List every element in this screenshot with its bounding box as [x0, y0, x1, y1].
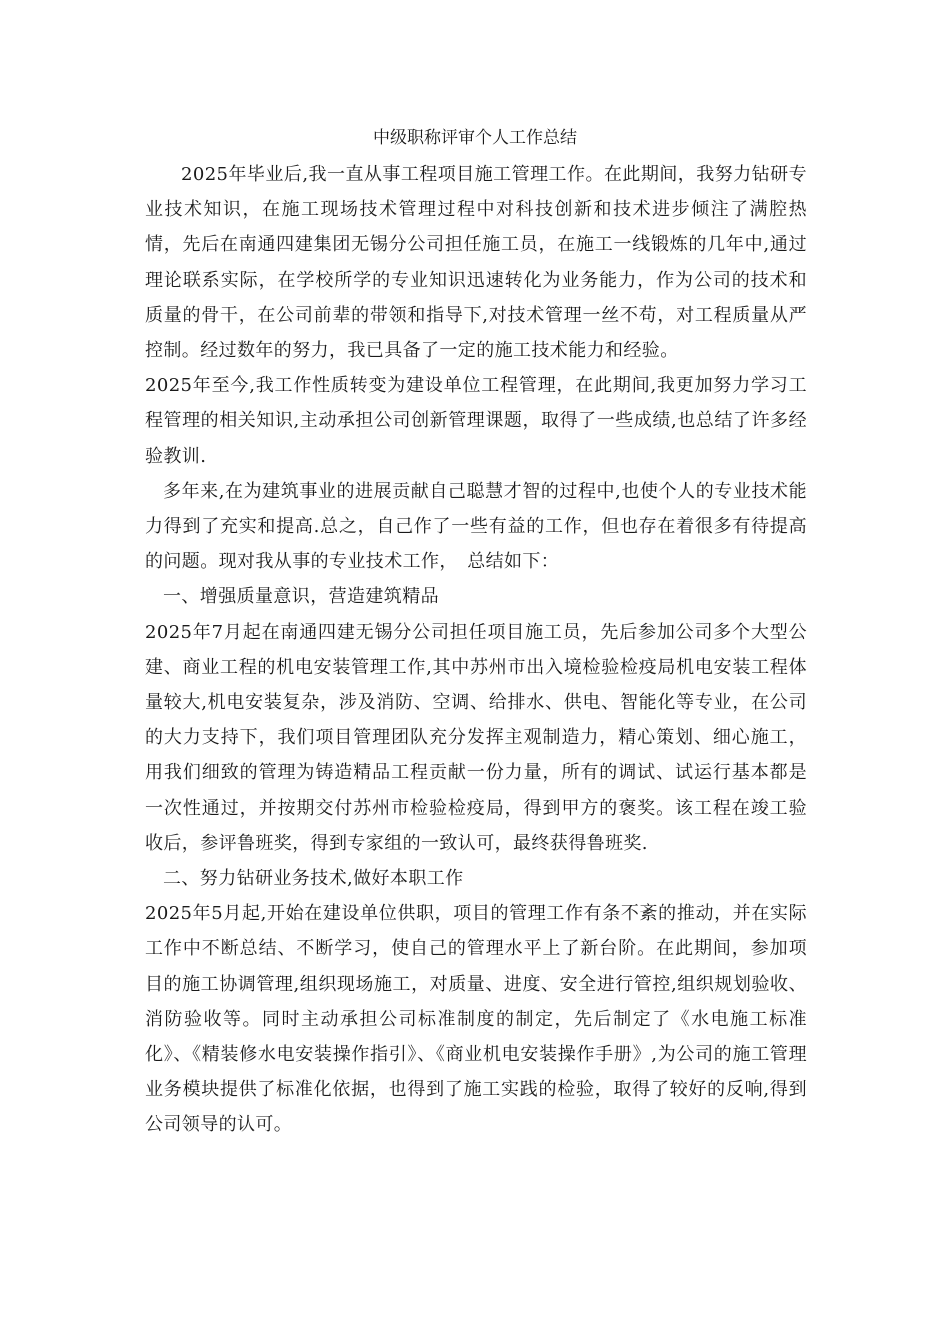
document-title: 中级职称评审个人工作总结	[373, 128, 577, 148]
document-body	[145, 157, 807, 1143]
paragraph-section-2: 2025年5月起,开始在建设单位供职，项目的管理工作有条不紊的推动，并在实际工作中不断总结、不断学习，使自己的管理水平上了新台阶。在此期间，参加项目的施工协调管理,组织现场施工，对质量、进度、安全进行管控,组织规划验收、消防验收等。同时主动承担公司标准制度的制定，先后制定了《水电施工标准化》、《精装修水电安装操作指引》、《商业机电安装操作手册》,为公司的施工管理业务模块提供了标准化依据，也得到了施工实践的检验，取得了较好的反响,得到公司领导的认可。	[145, 903, 807, 1136]
section-heading-1: 一、增强质量意识，营造建筑精品	[163, 586, 439, 608]
paragraph-intro: 2025年毕业后,我一直从事工程项目施工管理工作。在此期间，我努力钻研专业技术知识，在施工现场技术管理过程中对科技创新和技术进步倾注了满腔热情，先后在南通四建集团无锡分公司担任施工员，在施工一线锻炼的几年中,通过理论联系实际，在学校所学的专业知识迅速转化为业务能力，作为公司的技术和质量的骨干，在公司前辈的带领和指导下,对技术管理一丝不苟，对工程质量从严控制。经过数年的努力，我已具备了一定的施工技术能力和经验。	[145, 164, 807, 362]
paragraph-section-1: 2025年7月起在南通四建无锡分公司担任项目施工员，先后参加公司多个大型公建、商业工程的机电安装管理工作,其中苏州市出入境检验检疫局机电安装工程体量较大,机电安装复杂，涉及消防、空调、给排水、供电、智能化等专业，在公司的大力支持下，我们项目管理团队充分发挥主观制造力，精心策划、细心施工，用我们细致的管理为铸造精品工程贡献一份力量，所有的调试、试运行基本都是一次性通过，并按期交付苏州市检验检疫局，得到甲方的褒奖。该工程在竣工验收后，参评鲁班奖，得到专家组的一致认可，最终获得鲁班奖.	[145, 621, 807, 854]
section-heading-2: 二、努力钻研业务技术,做好本职工作	[163, 868, 464, 890]
paragraph-current-role: 2025年至今,我工作性质转变为建设单位工程管理，在此期间,我更加努力学习工程管理的相关知识,主动承担公司创新管理课题，取得了一些成绩,也总结了许多经验教训.	[145, 375, 807, 467]
paragraph-overview: 多年来,在为建筑事业的进展贡献自己聪慧才智的过程中,也使个人的专业技术能力得到了充实和提高.总之，自己作了一些有益的工作，但也存在着很多有待提高的问题。现对我从事的专业技术工作， 总结如下：	[145, 480, 807, 573]
